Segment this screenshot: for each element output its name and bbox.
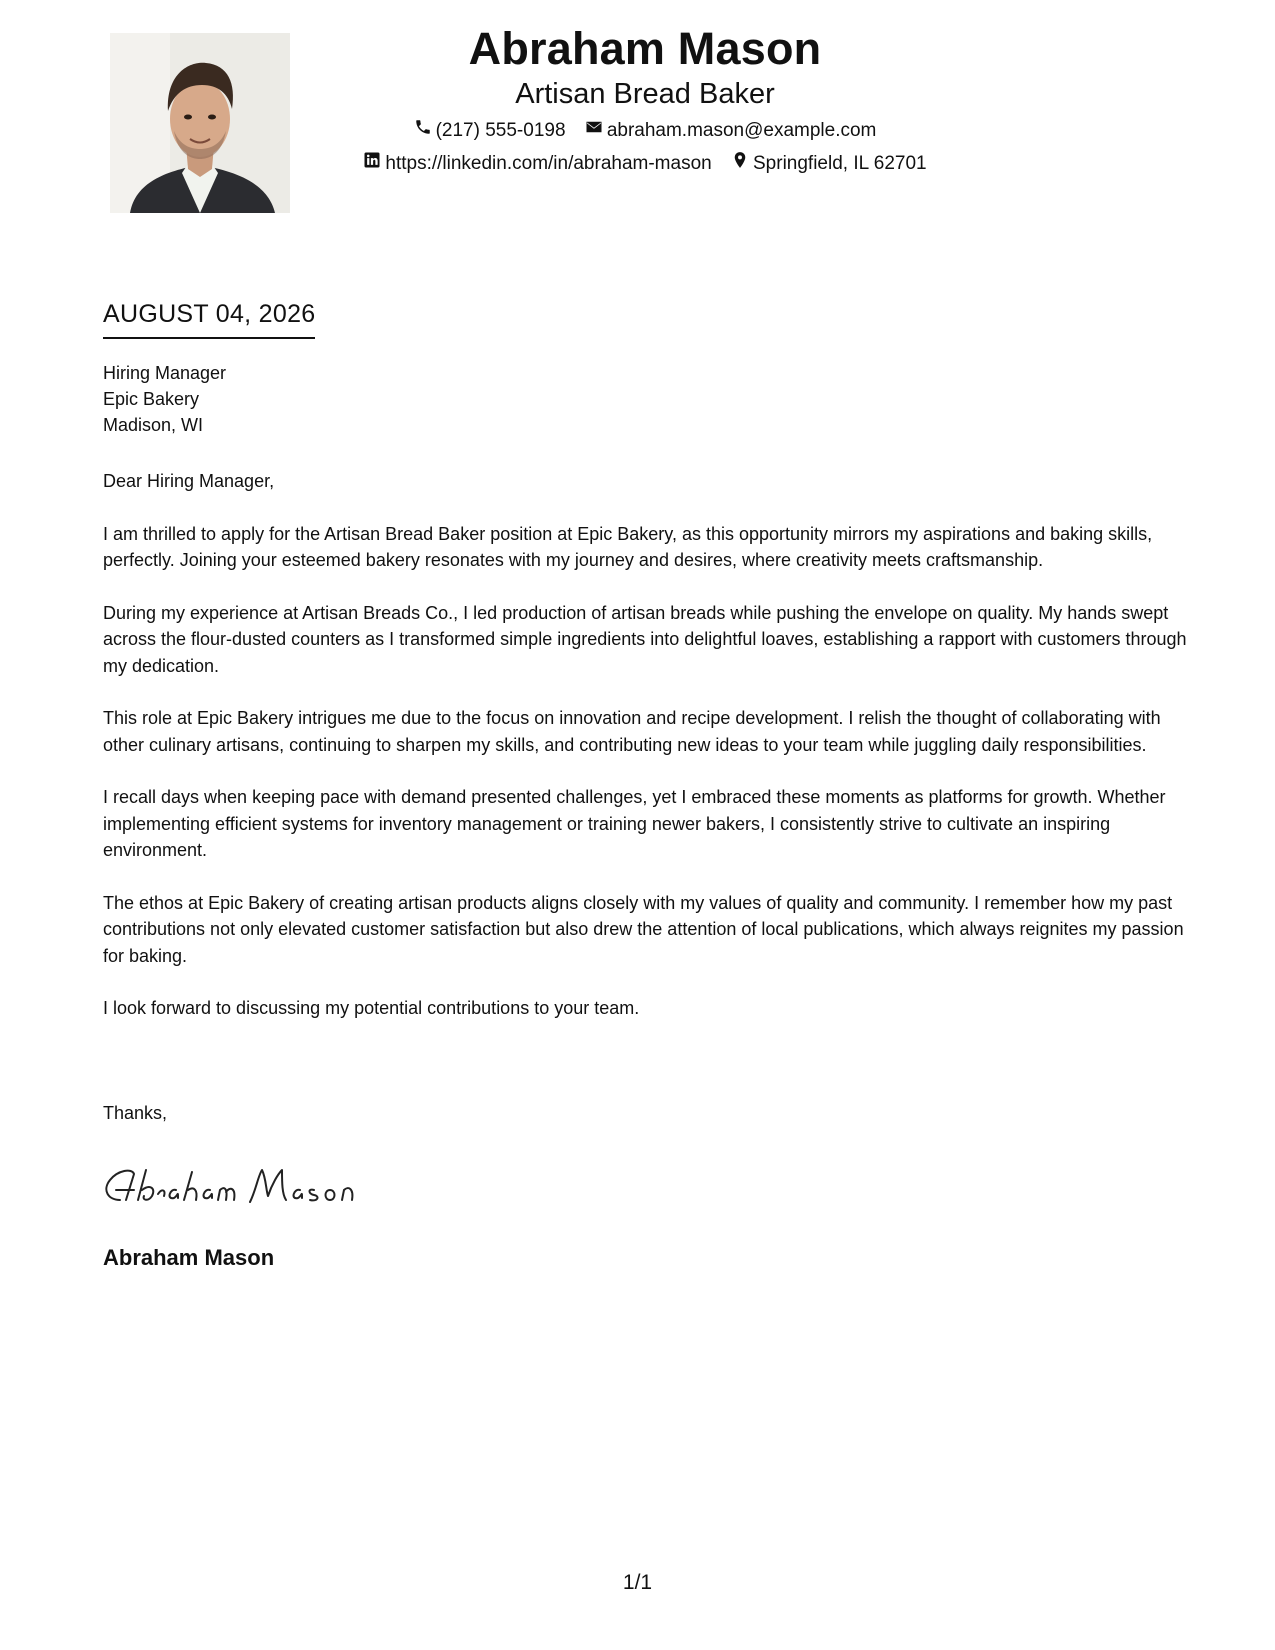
- recipient-location: Madison, WI: [103, 415, 204, 435]
- phone-contact: [414, 118, 566, 143]
- closing: Thanks,: [103, 1103, 168, 1123]
- recipient-title: Hiring Manager: [103, 363, 227, 383]
- location-text: Springfield, IL 62701: [753, 152, 927, 174]
- linkedin-icon: [363, 151, 385, 176]
- handwritten-signature: [100, 1160, 370, 1210]
- salutation: Dear Hiring Manager,: [103, 471, 275, 491]
- recipient-company: Epic Bakery: [103, 389, 200, 409]
- email-address[interactable]: abraham.mason@example.com: [606, 119, 877, 141]
- body-paragraph: I recall days when keeping pace with demand presented challenges, yet I embraced these moments as platforms for growth. Whether implementing efficient systems for inventory management or training newer bakers, I consistently strive to cultivate an inspiring environment.: [103, 787, 1166, 860]
- signer-name: Abraham Mason: [103, 1245, 275, 1270]
- applicant-role: Artisan Bread Baker: [515, 78, 775, 110]
- body-paragraph: This role at Epic Bakery intrigues me due to the focus on innovation and recipe development. I relish the thought of collaborating with other culinary artisans, continuing to sharpen my skills, and contributing new ideas to your team while juggling daily responsibilities.: [103, 708, 1161, 755]
- page-number: 1/1: [622, 1571, 653, 1594]
- body-paragraph: I look forward to discussing my potential contributions to your team.: [103, 998, 640, 1018]
- map-marker-icon: [731, 151, 753, 176]
- contact-line-2: [300, 151, 990, 176]
- date-block: [103, 299, 315, 339]
- contact-line-1: [300, 118, 990, 143]
- phone-icon: [414, 118, 436, 143]
- header: [300, 22, 990, 176]
- applicant-name: Abraham Mason: [468, 23, 822, 74]
- email-contact: [585, 118, 877, 143]
- profile-photo: [110, 33, 290, 213]
- linkedin-contact: [363, 151, 711, 176]
- envelope-icon: [585, 118, 607, 143]
- linkedin-url[interactable]: https://linkedin.com/in/abraham-mason: [385, 152, 712, 174]
- location-contact: [731, 151, 927, 176]
- body-paragraph: During my experience at Artisan Breads Co., I led production of artisan breads while pushing the envelope on quality. My hands swept across the flour-dusted counters as I transformed simple ingredients into delightful loaves, establishing a rapport with customers through my dedication.: [103, 602, 1187, 676]
- body-paragraph: The ethos at Epic Bakery of creating artisan products aligns closely with my values of quality and community. I remember how my past contributions not only elevated customer satisfaction but also drew the attention of local publications, which always reignites my passion for baking.: [103, 892, 1184, 966]
- letter-body: [103, 468, 1188, 1048]
- letter-date: AUGUST 04, 2026: [103, 299, 315, 339]
- body-paragraph: I am thrilled to apply for the Artisan Bread Baker position at Epic Bakery, as this opportunity mirrors my aspirations and baking skills, perfectly. Joining your esteemed bakery resonates with my journey and desires, where creativity meets craftsmanship.: [103, 523, 1153, 570]
- phone-number: (217) 555-0198: [435, 119, 566, 141]
- recipient-block: [103, 360, 226, 438]
